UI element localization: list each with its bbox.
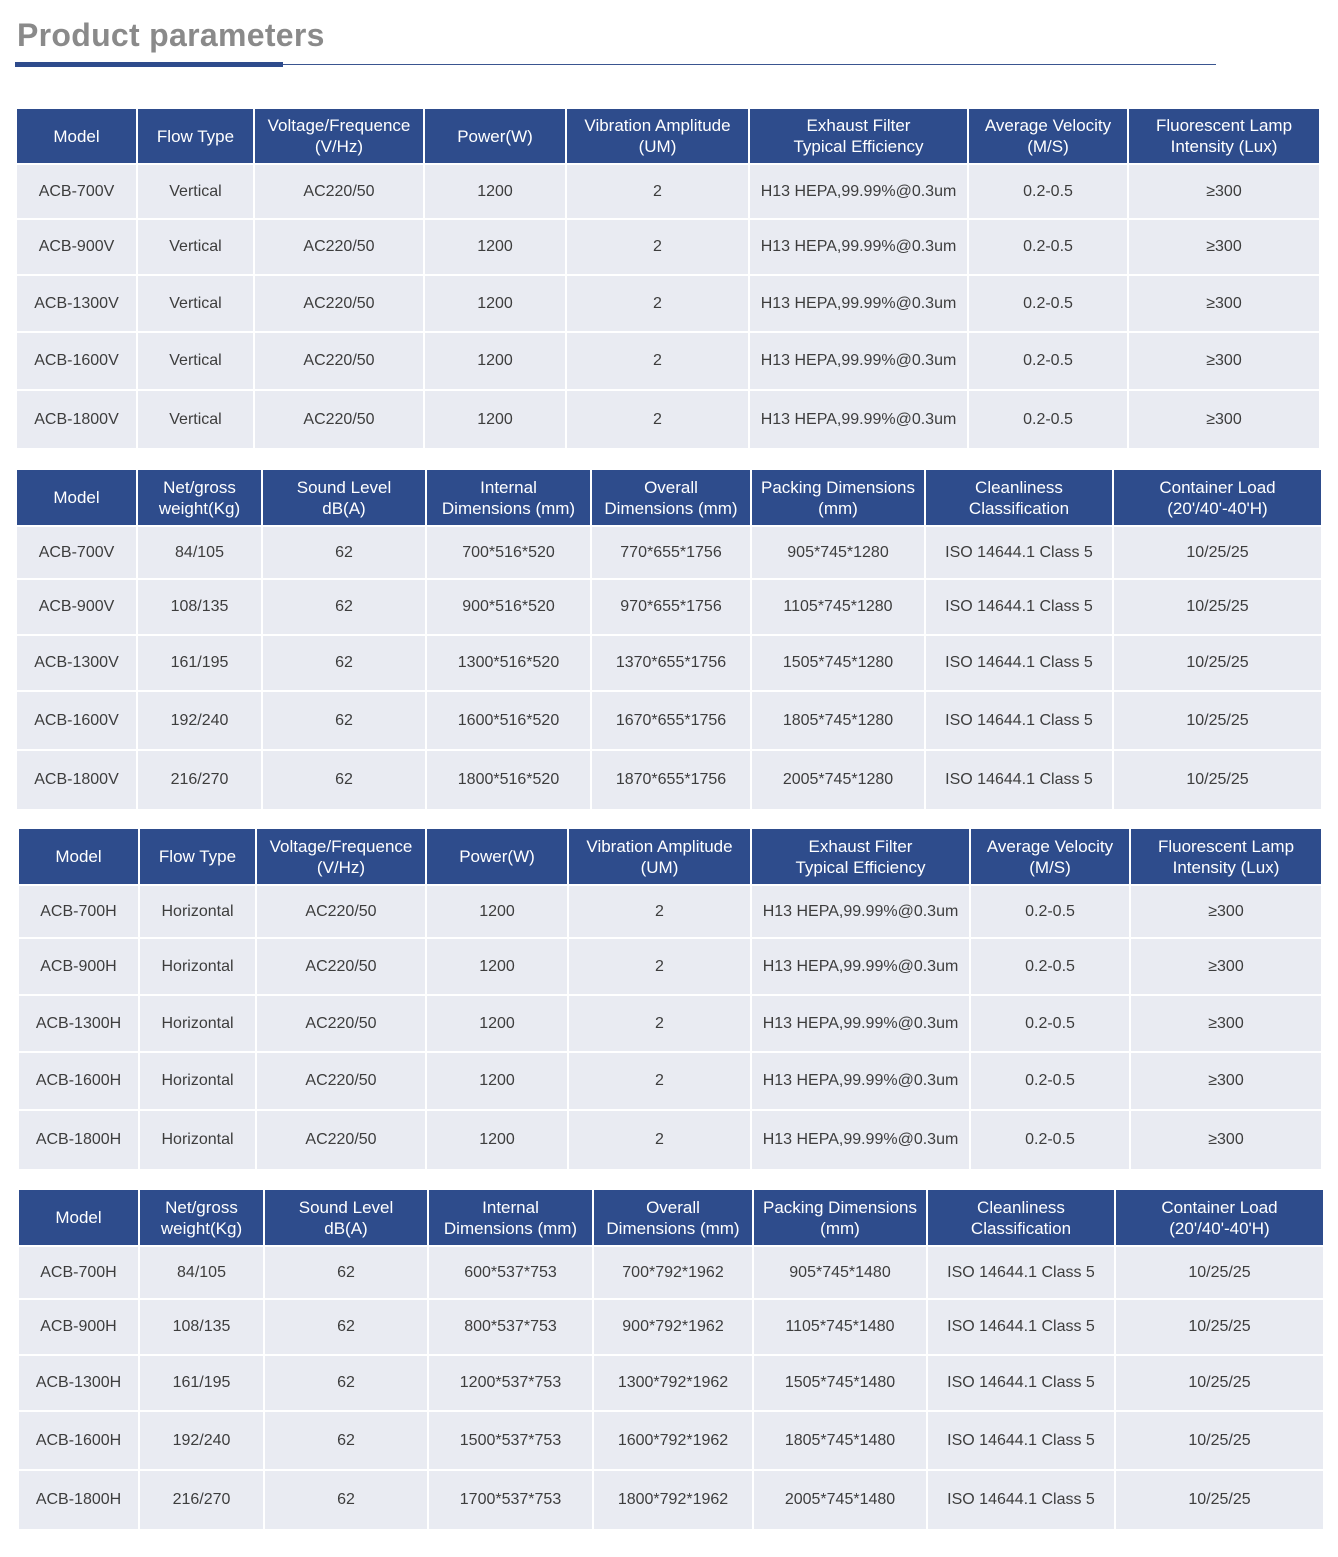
cell-velocity: 0.2-0.5 bbox=[969, 220, 1129, 276]
cell-exhaust-filter: H13 HEPA,99.99%@0.3um bbox=[752, 996, 971, 1053]
column-header-voltage bbox=[257, 829, 427, 886]
column-header-velocity bbox=[969, 109, 1129, 165]
cell-power: 1200 bbox=[425, 333, 567, 391]
cell-cleanliness: ISO 14644.1 Class 5 bbox=[928, 1300, 1116, 1356]
column-header-sound bbox=[265, 1190, 429, 1247]
column-header-vibration bbox=[569, 829, 752, 886]
column-header-packing-dim bbox=[754, 1190, 928, 1247]
cell-exhaust-filter: H13 HEPA,99.99%@0.3um bbox=[752, 1053, 971, 1111]
cell-sound: 62 bbox=[265, 1471, 429, 1529]
column-header-velocity bbox=[971, 829, 1131, 886]
cell-packing-dim: 2005*745*1480 bbox=[754, 1471, 928, 1529]
cell-cleanliness: ISO 14644.1 Class 5 bbox=[926, 527, 1114, 580]
column-header-vibration bbox=[567, 109, 750, 165]
cell-model: ACB-1300V bbox=[17, 636, 138, 692]
cell-internal-dim: 1700*537*753 bbox=[429, 1471, 594, 1529]
cell-velocity: 0.2-0.5 bbox=[969, 391, 1129, 448]
cell-overall-dim: 1670*655*1756 bbox=[592, 692, 752, 751]
header-line: Fluorescent Lamp bbox=[1157, 836, 1295, 856]
cell-voltage: AC220/50 bbox=[257, 886, 427, 939]
header-line: Exhaust Filter bbox=[806, 116, 911, 135]
cell-flow-type: Horizontal bbox=[140, 886, 257, 939]
cell-power: 1200 bbox=[427, 1053, 569, 1111]
header-line: Voltage/Frequence bbox=[269, 836, 413, 856]
column-header-overall-dim bbox=[592, 470, 752, 527]
header-line: Exhaust Filter bbox=[808, 836, 913, 856]
cell-container-load: 10/25/25 bbox=[1114, 692, 1321, 751]
header-line: Net/gross bbox=[163, 477, 236, 497]
cell-vibration: 2 bbox=[567, 220, 750, 276]
header-line: Model bbox=[55, 1208, 102, 1227]
header-row bbox=[19, 1190, 1323, 1247]
header-line: Flow Type bbox=[156, 126, 235, 146]
table-row bbox=[19, 1247, 1323, 1300]
cell-vibration: 2 bbox=[567, 276, 750, 333]
cell-cleanliness: ISO 14644.1 Class 5 bbox=[928, 1471, 1116, 1529]
cell-flow-type: Vertical bbox=[138, 276, 255, 333]
cell-voltage: AC220/50 bbox=[257, 996, 427, 1053]
header-line: Net/gross bbox=[165, 1197, 238, 1217]
cell-velocity: 0.2-0.5 bbox=[971, 939, 1131, 996]
cell-exhaust-filter: H13 HEPA,99.99%@0.3um bbox=[750, 391, 969, 448]
cell-voltage: AC220/50 bbox=[257, 1053, 427, 1111]
header-line: (V/Hz) bbox=[314, 137, 364, 156]
cell-internal-dim: 1800*516*520 bbox=[427, 751, 592, 809]
cell-packing-dim: 905*745*1480 bbox=[754, 1247, 928, 1300]
cell-overall-dim: 770*655*1756 bbox=[592, 527, 752, 580]
cell-packing-dim: 1805*745*1280 bbox=[752, 692, 926, 751]
column-header-lamp bbox=[1129, 109, 1319, 165]
cell-overall-dim: 1370*655*1756 bbox=[592, 636, 752, 692]
header-line: Classification bbox=[970, 1218, 1072, 1238]
cell-flow-type: Vertical bbox=[138, 391, 255, 448]
header-line: Cleanliness bbox=[977, 1197, 1065, 1217]
cell-internal-dim: 1500*537*753 bbox=[429, 1412, 594, 1471]
cell-voltage: AC220/50 bbox=[255, 220, 425, 276]
column-header-model bbox=[19, 829, 140, 886]
cell-model: ACB-900H bbox=[19, 939, 140, 996]
column-header-power bbox=[427, 829, 569, 886]
header-line: Power(W) bbox=[457, 126, 533, 146]
cell-overall-dim: 900*792*1962 bbox=[594, 1300, 754, 1356]
header-line: Dimensions (mm) bbox=[606, 1218, 740, 1238]
column-header-sound bbox=[263, 470, 427, 527]
cell-power: 1200 bbox=[425, 276, 567, 333]
cell-weight: 108/135 bbox=[138, 580, 263, 636]
cell-flow-type: Horizontal bbox=[140, 939, 257, 996]
cell-vibration: 2 bbox=[567, 391, 750, 448]
header-line: Average Velocity bbox=[986, 836, 1114, 856]
header-line: Packing Dimensions bbox=[760, 477, 915, 497]
cell-model: ACB-900H bbox=[19, 1300, 140, 1356]
header-line: Classification bbox=[968, 498, 1070, 518]
column-header-lamp bbox=[1131, 829, 1321, 886]
cell-flow-type: Vertical bbox=[138, 333, 255, 391]
cell-vibration: 2 bbox=[569, 996, 752, 1053]
column-header-overall-dim bbox=[594, 1190, 754, 1247]
header-line: Model bbox=[53, 488, 100, 507]
column-header-internal-dim bbox=[429, 1190, 594, 1247]
header-line: (M/S) bbox=[1029, 857, 1071, 877]
cell-exhaust-filter: H13 HEPA,99.99%@0.3um bbox=[750, 333, 969, 391]
column-header-cleanliness bbox=[926, 470, 1114, 527]
cell-model: ACB-1300V bbox=[17, 276, 138, 333]
cell-sound: 62 bbox=[263, 580, 427, 636]
header-line: (20'/40'-40'H) bbox=[1167, 498, 1268, 518]
cell-internal-dim: 1200*537*753 bbox=[429, 1356, 594, 1412]
cell-voltage: AC220/50 bbox=[257, 939, 427, 996]
header-line: Model bbox=[55, 847, 102, 866]
cell-weight: 192/240 bbox=[140, 1412, 265, 1471]
cell-voltage: AC220/50 bbox=[257, 1111, 427, 1169]
header-line: Typical Efficiency bbox=[793, 137, 924, 156]
header-line: Average Velocity bbox=[984, 116, 1112, 135]
cell-weight: 216/270 bbox=[140, 1471, 265, 1529]
cell-sound: 62 bbox=[265, 1412, 429, 1471]
cell-container-load: 10/25/25 bbox=[1114, 751, 1321, 809]
header-row bbox=[17, 470, 1321, 527]
header-line: Flow Type bbox=[158, 847, 237, 866]
cell-container-load: 10/25/25 bbox=[1114, 636, 1321, 692]
cell-packing-dim: 1505*745*1280 bbox=[752, 636, 926, 692]
cell-lamp: ≥300 bbox=[1129, 391, 1319, 448]
table-row bbox=[17, 751, 1321, 809]
column-header-exhaust-filter bbox=[750, 109, 969, 165]
table-row bbox=[17, 692, 1321, 751]
cell-packing-dim: 1505*745*1480 bbox=[754, 1356, 928, 1412]
cell-model: ACB-1300H bbox=[19, 996, 140, 1053]
column-header-model bbox=[17, 470, 138, 527]
cell-lamp: ≥300 bbox=[1129, 220, 1319, 276]
header-line: Overall bbox=[646, 1197, 700, 1217]
table-row bbox=[17, 333, 1319, 391]
table-row bbox=[17, 165, 1319, 220]
cell-sound: 62 bbox=[265, 1356, 429, 1412]
table-row bbox=[19, 1053, 1321, 1111]
cell-flow-type: Vertical bbox=[138, 220, 255, 276]
cell-internal-dim: 600*537*753 bbox=[429, 1247, 594, 1300]
cell-model: ACB-1800V bbox=[17, 391, 138, 448]
cell-flow-type: Horizontal bbox=[140, 1053, 257, 1111]
header-line: Intensity (Lux) bbox=[1172, 857, 1280, 877]
cell-cleanliness: ISO 14644.1 Class 5 bbox=[928, 1412, 1116, 1471]
column-header-exhaust-filter bbox=[752, 829, 971, 886]
cell-cleanliness: ISO 14644.1 Class 5 bbox=[928, 1247, 1116, 1300]
cell-container-load: 10/25/25 bbox=[1114, 527, 1321, 580]
cell-power: 1200 bbox=[425, 391, 567, 448]
cell-model: ACB-1600V bbox=[17, 333, 138, 391]
cell-model: ACB-700V bbox=[17, 527, 138, 580]
header-line: (mm) bbox=[818, 498, 858, 518]
cell-model: ACB-900V bbox=[17, 580, 138, 636]
cell-sound: 62 bbox=[263, 527, 427, 580]
cell-power: 1200 bbox=[425, 220, 567, 276]
cell-exhaust-filter: H13 HEPA,99.99%@0.3um bbox=[752, 1111, 971, 1169]
performance-table-horizontal bbox=[19, 829, 1321, 1169]
cell-model: ACB-1600V bbox=[17, 692, 138, 751]
cell-model: ACB-1800H bbox=[19, 1111, 140, 1169]
column-header-weight bbox=[138, 470, 263, 527]
cell-cleanliness: ISO 14644.1 Class 5 bbox=[928, 1356, 1116, 1412]
header-line: Vibration Amplitude bbox=[586, 836, 733, 856]
cell-overall-dim: 700*792*1962 bbox=[594, 1247, 754, 1300]
cell-container-load: 10/25/25 bbox=[1116, 1300, 1323, 1356]
header-line: Sound Level bbox=[298, 1197, 394, 1217]
cell-cleanliness: ISO 14644.1 Class 5 bbox=[926, 636, 1114, 692]
header-line: Vibration Amplitude bbox=[584, 116, 731, 135]
cell-velocity: 0.2-0.5 bbox=[971, 996, 1131, 1053]
cell-vibration: 2 bbox=[567, 165, 750, 220]
cell-vibration: 2 bbox=[569, 1053, 752, 1111]
dimensions-table-vertical bbox=[17, 470, 1321, 809]
cell-flow-type: Horizontal bbox=[140, 1111, 257, 1169]
cell-weight: 192/240 bbox=[138, 692, 263, 751]
column-header-power bbox=[425, 109, 567, 165]
header-line: weight(Kg) bbox=[160, 1218, 243, 1238]
table-row bbox=[17, 220, 1319, 276]
column-header-packing-dim bbox=[752, 470, 926, 527]
cell-sound: 62 bbox=[263, 636, 427, 692]
page-title: Product parameters bbox=[17, 17, 325, 53]
cell-sound: 62 bbox=[265, 1247, 429, 1300]
cell-lamp: ≥300 bbox=[1131, 1053, 1321, 1111]
cell-model: ACB-1600H bbox=[19, 1053, 140, 1111]
cell-weight: 216/270 bbox=[138, 751, 263, 809]
cell-power: 1200 bbox=[427, 939, 569, 996]
cell-power: 1200 bbox=[427, 996, 569, 1053]
table-row bbox=[19, 886, 1321, 939]
cell-flow-type: Vertical bbox=[138, 165, 255, 220]
dimensions-table-horizontal bbox=[19, 1190, 1323, 1529]
cell-sound: 62 bbox=[263, 751, 427, 809]
cell-lamp: ≥300 bbox=[1129, 333, 1319, 391]
column-header-voltage bbox=[255, 109, 425, 165]
cell-overall-dim: 1300*792*1962 bbox=[594, 1356, 754, 1412]
cell-overall-dim: 1600*792*1962 bbox=[594, 1412, 754, 1471]
header-line: Intensity (Lux) bbox=[1170, 137, 1278, 156]
cell-vibration: 2 bbox=[569, 1111, 752, 1169]
header-line: Model bbox=[53, 126, 100, 146]
cell-model: ACB-1800V bbox=[17, 751, 138, 809]
cell-voltage: AC220/50 bbox=[255, 276, 425, 333]
cell-internal-dim: 1300*516*520 bbox=[427, 636, 592, 692]
cell-voltage: AC220/50 bbox=[255, 333, 425, 391]
cell-exhaust-filter: H13 HEPA,99.99%@0.3um bbox=[750, 220, 969, 276]
cell-flow-type: Horizontal bbox=[140, 996, 257, 1053]
cell-model: ACB-900V bbox=[17, 220, 138, 276]
header-row bbox=[17, 109, 1319, 165]
cell-internal-dim: 800*537*753 bbox=[429, 1300, 594, 1356]
cell-exhaust-filter: H13 HEPA,99.99%@0.3um bbox=[752, 939, 971, 996]
column-header-model bbox=[17, 109, 138, 165]
cell-vibration: 2 bbox=[569, 886, 752, 939]
header-line: Overall bbox=[644, 477, 698, 497]
cell-packing-dim: 1805*745*1480 bbox=[754, 1412, 928, 1471]
header-line: Power(W) bbox=[459, 847, 535, 866]
cell-velocity: 0.2-0.5 bbox=[971, 886, 1131, 939]
header-line: Container Load bbox=[1159, 477, 1276, 497]
column-header-container-load bbox=[1116, 1190, 1323, 1247]
table-row bbox=[17, 580, 1321, 636]
column-header-weight bbox=[140, 1190, 265, 1247]
header-line: (M/S) bbox=[1027, 137, 1069, 156]
header-line: Packing Dimensions bbox=[762, 1197, 917, 1217]
cell-velocity: 0.2-0.5 bbox=[969, 333, 1129, 391]
column-header-flow-type bbox=[140, 829, 257, 886]
cell-weight: 84/105 bbox=[138, 527, 263, 580]
header-line: Voltage/Frequence bbox=[267, 116, 411, 135]
header-line: (mm) bbox=[820, 1218, 860, 1238]
cell-weight: 84/105 bbox=[140, 1247, 265, 1300]
header-line: Dimensions (mm) bbox=[604, 498, 738, 518]
cell-lamp: ≥300 bbox=[1131, 886, 1321, 939]
cell-container-load: 10/25/25 bbox=[1116, 1412, 1323, 1471]
cell-model: ACB-700H bbox=[19, 886, 140, 939]
cell-power: 1200 bbox=[425, 165, 567, 220]
cell-cleanliness: ISO 14644.1 Class 5 bbox=[926, 580, 1114, 636]
cell-packing-dim: 1105*745*1480 bbox=[754, 1300, 928, 1356]
cell-lamp: ≥300 bbox=[1131, 996, 1321, 1053]
cell-internal-dim: 700*516*520 bbox=[427, 527, 592, 580]
table-row bbox=[17, 391, 1319, 448]
header-line: dB(A) bbox=[322, 498, 366, 518]
cell-overall-dim: 1800*792*1962 bbox=[594, 1471, 754, 1529]
header-line: Dimensions (mm) bbox=[443, 1218, 578, 1238]
table-row bbox=[19, 1300, 1323, 1356]
cell-model: ACB-700H bbox=[19, 1247, 140, 1300]
column-header-cleanliness bbox=[928, 1190, 1116, 1247]
cell-model: ACB-1300H bbox=[19, 1356, 140, 1412]
cell-container-load: 10/25/25 bbox=[1116, 1471, 1323, 1529]
cell-packing-dim: 1105*745*1280 bbox=[752, 580, 926, 636]
column-header-container-load bbox=[1114, 470, 1321, 527]
header-line: Dimensions (mm) bbox=[441, 498, 576, 518]
header-line: Internal bbox=[480, 477, 537, 497]
table-row bbox=[17, 636, 1321, 692]
header-line: Container Load bbox=[1161, 1197, 1278, 1217]
cell-cleanliness: ISO 14644.1 Class 5 bbox=[926, 751, 1114, 809]
column-header-flow-type bbox=[138, 109, 255, 165]
cell-power: 1200 bbox=[427, 886, 569, 939]
table-row bbox=[19, 1471, 1323, 1529]
header-line: (20'/40'-40'H) bbox=[1169, 1218, 1270, 1238]
table-row bbox=[17, 527, 1321, 580]
header-line: Fluorescent Lamp bbox=[1155, 116, 1293, 135]
cell-power: 1200 bbox=[427, 1111, 569, 1169]
table-row bbox=[19, 1412, 1323, 1471]
cell-exhaust-filter: H13 HEPA,99.99%@0.3um bbox=[750, 165, 969, 220]
header-line: (UM) bbox=[638, 137, 677, 156]
cell-container-load: 10/25/25 bbox=[1116, 1356, 1323, 1412]
cell-container-load: 10/25/25 bbox=[1116, 1247, 1323, 1300]
cell-vibration: 2 bbox=[567, 333, 750, 391]
header-line: Typical Efficiency bbox=[795, 857, 926, 877]
cell-container-load: 10/25/25 bbox=[1114, 580, 1321, 636]
cell-lamp: ≥300 bbox=[1129, 165, 1319, 220]
cell-lamp: ≥300 bbox=[1131, 939, 1321, 996]
table-row bbox=[17, 276, 1319, 333]
cell-weight: 108/135 bbox=[140, 1300, 265, 1356]
cell-lamp: ≥300 bbox=[1129, 276, 1319, 333]
cell-model: ACB-1800H bbox=[19, 1471, 140, 1529]
cell-voltage: AC220/50 bbox=[255, 165, 425, 220]
table-row bbox=[19, 939, 1321, 996]
cell-packing-dim: 905*745*1280 bbox=[752, 527, 926, 580]
cell-velocity: 0.2-0.5 bbox=[971, 1111, 1131, 1169]
cell-cleanliness: ISO 14644.1 Class 5 bbox=[926, 692, 1114, 751]
performance-table-vertical bbox=[17, 109, 1319, 448]
cell-sound: 62 bbox=[265, 1300, 429, 1356]
cell-velocity: 0.2-0.5 bbox=[971, 1053, 1131, 1111]
cell-sound: 62 bbox=[263, 692, 427, 751]
cell-packing-dim: 2005*745*1280 bbox=[752, 751, 926, 809]
header-line: dB(A) bbox=[324, 1218, 368, 1238]
table-row bbox=[19, 1356, 1323, 1412]
cell-model: ACB-700V bbox=[17, 165, 138, 220]
cell-vibration: 2 bbox=[569, 939, 752, 996]
column-header-model bbox=[19, 1190, 140, 1247]
cell-internal-dim: 900*516*520 bbox=[427, 580, 592, 636]
cell-lamp: ≥300 bbox=[1131, 1111, 1321, 1169]
cell-exhaust-filter: H13 HEPA,99.99%@0.3um bbox=[750, 276, 969, 333]
table-row bbox=[19, 996, 1321, 1053]
header-line: (V/Hz) bbox=[316, 857, 366, 877]
cell-velocity: 0.2-0.5 bbox=[969, 276, 1129, 333]
cell-model: ACB-1600H bbox=[19, 1412, 140, 1471]
header-line: (UM) bbox=[640, 857, 679, 877]
header-line: Sound Level bbox=[296, 477, 392, 497]
title-accent-bar bbox=[15, 62, 283, 67]
table-row bbox=[19, 1111, 1321, 1169]
cell-overall-dim: 970*655*1756 bbox=[592, 580, 752, 636]
cell-weight: 161/195 bbox=[138, 636, 263, 692]
cell-velocity: 0.2-0.5 bbox=[969, 165, 1129, 220]
header-row bbox=[19, 829, 1321, 886]
header-line: Cleanliness bbox=[975, 477, 1063, 497]
cell-weight: 161/195 bbox=[140, 1356, 265, 1412]
cell-voltage: AC220/50 bbox=[255, 391, 425, 448]
cell-internal-dim: 1600*516*520 bbox=[427, 692, 592, 751]
column-header-internal-dim bbox=[427, 470, 592, 527]
header-line: weight(Kg) bbox=[158, 498, 241, 518]
header-line: Internal bbox=[482, 1197, 539, 1217]
cell-overall-dim: 1870*655*1756 bbox=[592, 751, 752, 809]
cell-exhaust-filter: H13 HEPA,99.99%@0.3um bbox=[752, 886, 971, 939]
